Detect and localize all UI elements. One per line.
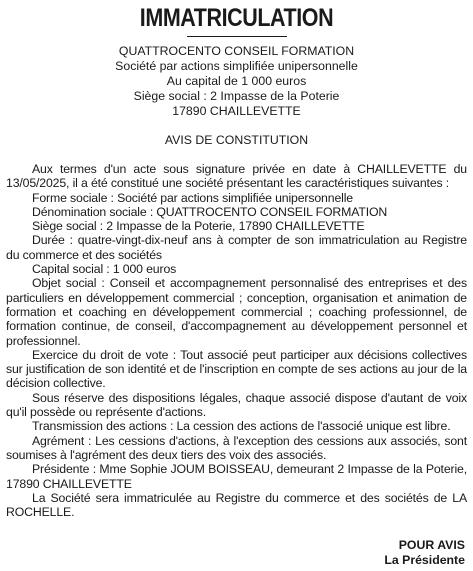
signature-block <box>384 538 465 567</box>
signature-pour-avis: POUR AVIS <box>398 538 465 552</box>
paragraph-transmission: Transmission des actions : La cession des actions de l'associé unique est libre. <box>32 419 451 434</box>
paragraph-capital: Capital social : 1 000 euros <box>32 262 177 277</box>
signature-role: La Présidente <box>384 552 465 567</box>
paragraph-siege: Siège social : 2 Impasse de la Poterie, 17890 CHAILLEVETTE <box>32 219 365 234</box>
company-capital: Au capital de 1 000 euros <box>166 74 307 88</box>
paragraph-immatriculation: La Société sera immatriculée au Registre du commerce et des sociétés de LA ROCHELLE. <box>6 490 467 520</box>
page-title: IMMATRICULATION <box>139 4 334 32</box>
notice-body <box>6 162 467 519</box>
paragraph-acte: Aux termes d'un acte sous signature privée en date à CHAILLEVETTE du 13/05/2025, il a été constitué une société présentant les caractéristiques suivantes : <box>6 162 467 191</box>
paragraph-vote: Exercice du droit de vote : Tout associé peut participer aux décisions collectives sur justification de son identité et de l'inscription en compte de ses actions au jour de la décision collective. <box>6 347 467 391</box>
paragraph-agrement: Agrément : Les cessions d'actions, à l'exception des cessions aux associés, sont soumises à l'agrément des deux tiers des voix des associés. <box>6 433 467 462</box>
company-name: QUATTROCENTO CONSEIL FORMATION <box>118 44 355 58</box>
paragraph-objet: Objet social : Conseil et accompagnement personnalisé des entreprises et des particuliers en développement commercial ; conception, organisation et animation de formation et coaching en développement commercial ; coaching professionnel, de formation continue, de conseil, d'accompagnement au développement personnel et professionnel. <box>6 276 467 348</box>
paragraph-forme: Forme sociale : Société par actions simplifiée unipersonnelle <box>32 190 353 205</box>
company-city: 17890 CHAILLEVETTE <box>172 104 301 118</box>
paragraph-duree: Durée : quatre-vingt-dix-neuf ans à compter de son immatriculation au Registre du commerce et des sociétés <box>6 233 467 262</box>
paragraph-voix: Sous réserve des dispositions légales, chaque associé dispose d'autant de voix qu'il possède ou représente d'actions. <box>6 390 467 420</box>
company-form: Société par actions simplifiée unipersonnelle <box>115 59 358 73</box>
company-info-block <box>6 44 467 119</box>
paragraph-denomination: Dénomination sociale : QUATTROCENTO CONSEIL FORMATION <box>32 204 388 219</box>
paragraph-presidente: Présidente : Mme Sophie JOUM BOISSEAU, demeurant 2 Impasse de la Poterie, 17890 CHAILLEVETTE <box>6 462 467 491</box>
company-seat: Siège social : 2 Impasse de la Poterie <box>133 89 340 103</box>
notice-title: AVIS DE CONSTITUTION <box>164 133 309 147</box>
title-divider <box>187 36 287 37</box>
